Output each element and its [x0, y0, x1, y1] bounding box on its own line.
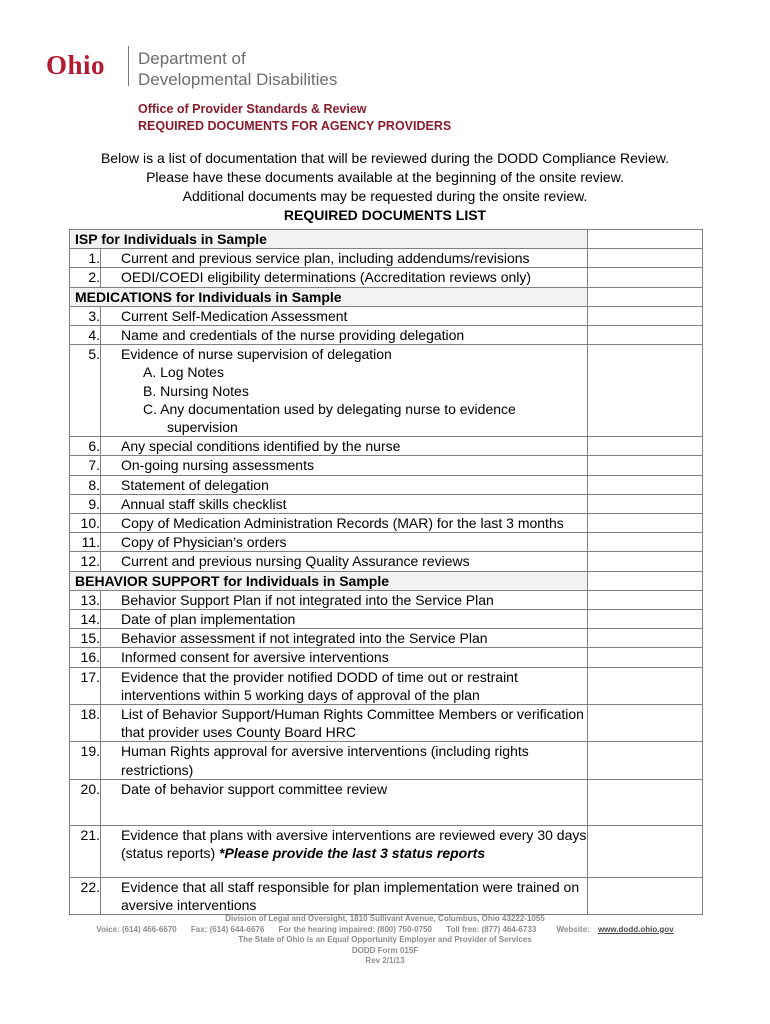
item-text: Copy of Physician’s orders: [101, 533, 588, 552]
item-text-main: Evidence that plans with aversive interventions are reviewed every 30 days (status reports): [121, 826, 587, 862]
checkbox-cell[interactable]: [588, 779, 703, 825]
section-medications: MEDICATIONS for Individuals in Sample: [70, 287, 588, 306]
table-row: [70, 742, 703, 779]
logo-divider: [128, 46, 129, 86]
item-number: 22.: [80, 878, 100, 895]
table-row: [70, 456, 703, 475]
footer-rev: Rev 2/1/13: [365, 956, 405, 965]
checkbox-cell[interactable]: [588, 667, 703, 704]
section-row: [70, 571, 703, 590]
intro-line-1: Below is a list of documentation that will be reviewed during the DODD Compliance Review.: [100, 150, 670, 166]
intro-line-2: Please have these documents available at the beginning of the onsite review.: [146, 169, 624, 185]
item-text: List of Behavior Support/Human Rights Committee Members or verification that provider uses County Board HRC: [101, 705, 588, 742]
checkbox-cell[interactable]: [588, 306, 703, 325]
item-text: Evidence that the provider notified DODD of time out or restraint interventions within 5 working days of approval of the plan: [101, 667, 588, 704]
checkbox-cell[interactable]: [588, 437, 703, 456]
checkbox-cell[interactable]: [588, 345, 703, 437]
item-number: 17.: [80, 668, 100, 685]
table-row: [70, 590, 703, 609]
table-row: [70, 648, 703, 667]
table-row: [70, 667, 703, 704]
item-text: Informed consent for aversive interventions: [101, 648, 588, 667]
item-number: 2.: [88, 269, 100, 286]
sub-item-letter: A.: [143, 364, 157, 381]
item-number: 1.: [88, 250, 100, 267]
item-number: 9.: [88, 495, 100, 512]
item-text: Behavior Support Plan if not integrated into the Service Plan: [101, 590, 588, 609]
sub-item-continuation: supervision: [167, 419, 238, 436]
sub-item: [121, 382, 587, 400]
office-heading: [138, 101, 451, 135]
item-text: Date of plan implementation: [101, 610, 588, 629]
checkbox-cell[interactable]: [588, 326, 703, 345]
department-line-2: Developmental Disabilities: [138, 70, 338, 89]
checkbox-cell[interactable]: [588, 705, 703, 742]
item-text-main: Evidence of nurse supervision of delegation: [121, 346, 392, 363]
footer-website: [551, 925, 674, 934]
table-row: [70, 475, 703, 494]
sub-item: [121, 363, 587, 381]
sub-item-text: Nursing Notes: [160, 382, 249, 399]
item-text: Human Rights approval for aversive interventions (including rights restrictions): [101, 742, 588, 779]
checkbox-cell[interactable]: [588, 268, 703, 287]
table-row: [70, 552, 703, 571]
item-number: 13.: [80, 591, 100, 608]
item-text: Current and previous service plan, including addendums/revisions: [101, 249, 588, 268]
item-text: Evidence that all staff responsible for plan implementation were trained on aversive interventions: [101, 877, 588, 914]
table-row: [70, 629, 703, 648]
checkbox-cell[interactable]: [588, 456, 703, 475]
item-text: Any special conditions identified by the nurse: [101, 437, 588, 456]
item-text: Current and previous nursing Quality Assurance reviews: [101, 552, 588, 571]
checkbox-cell[interactable]: [588, 287, 703, 306]
item-number: 10.: [80, 515, 100, 532]
footer-hearing: For the hearing impaired: (800) 750-0750: [278, 924, 432, 934]
footer-fax: Fax: (614) 644-6676: [190, 924, 265, 934]
item-text: [101, 345, 588, 437]
checkbox-cell[interactable]: [588, 552, 703, 571]
section-row: [70, 230, 703, 249]
checkbox-cell[interactable]: [588, 648, 703, 667]
item-number: 7.: [88, 457, 100, 474]
table-row: [70, 705, 703, 742]
table-row: [70, 610, 703, 629]
item-number: 16.: [80, 649, 100, 666]
item-number: 3.: [88, 307, 100, 324]
item-number: 21.: [80, 826, 100, 843]
checkbox-cell[interactable]: [588, 475, 703, 494]
item-number: 12.: [80, 553, 100, 570]
checkbox-cell[interactable]: [588, 825, 703, 877]
item-text: OEDI/COEDI eligibility determinations (Accreditation reviews only): [101, 268, 588, 287]
checkbox-cell[interactable]: [588, 533, 703, 552]
item-number: 14.: [80, 611, 100, 628]
sub-item-letter: C.: [143, 400, 157, 417]
item-number: 8.: [88, 476, 100, 493]
website-link[interactable]: www.dodd.ohio.gov: [597, 924, 674, 934]
ohio-wordmark: Ohio: [46, 50, 106, 80]
item-text: Behavior assessment if not integrated into the Service Plan: [101, 629, 588, 648]
department-name: [138, 48, 337, 90]
table-row: [70, 345, 703, 437]
checkbox-cell[interactable]: [588, 629, 703, 648]
checkbox-cell[interactable]: [588, 494, 703, 513]
item-number: 15.: [80, 630, 100, 647]
table-row: [70, 249, 703, 268]
item-number: 19.: [80, 743, 100, 760]
section-behavior-support: BEHAVIOR SUPPORT for Individuals in Sample: [70, 571, 588, 590]
table-row: [70, 877, 703, 914]
item-number: 18.: [80, 706, 100, 723]
table-row: [70, 494, 703, 513]
footer-website-label: Website:: [556, 924, 590, 934]
item-text: Copy of Medication Administration Records (MAR) for the last 3 months: [101, 514, 588, 533]
table-row: [70, 514, 703, 533]
footer-contacts: [0, 925, 770, 936]
table-row: [70, 437, 703, 456]
page-footer: [0, 914, 770, 967]
checkbox-cell[interactable]: [588, 230, 703, 249]
item-text: Current Self-Medication Assessment: [101, 306, 588, 325]
checkbox-cell[interactable]: [588, 610, 703, 629]
checkbox-cell[interactable]: [588, 514, 703, 533]
sub-item-letter: B.: [143, 382, 157, 399]
section-isp: ISP for Individuals in Sample: [70, 230, 588, 249]
footer-address: Division of Legal and Oversight, 1810 Sullivant Avenue, Columbus, Ohio 43222-1055: [225, 914, 545, 923]
document-title: REQUIRED DOCUMENTS FOR AGENCY PROVIDERS: [138, 119, 452, 133]
table-row: [70, 306, 703, 325]
intro-line-3: Additional documents may be requested during the onsite review.: [182, 188, 588, 204]
item-number: 4.: [88, 327, 100, 344]
table-row: [70, 825, 703, 877]
item-text: Statement of delegation: [101, 475, 588, 494]
item-text: Annual staff skills checklist: [101, 494, 588, 513]
table-row: [70, 779, 703, 825]
required-documents-table: [69, 229, 703, 915]
item-number: 20.: [80, 780, 100, 797]
checkbox-cell[interactable]: [588, 742, 703, 779]
section-row: [70, 287, 703, 306]
status-report-note: *Please provide the last 3 status reports: [219, 845, 486, 862]
checkbox-cell[interactable]: [588, 590, 703, 609]
sub-item-text: Any documentation used by delegating nurse to evidence: [160, 400, 516, 417]
checkbox-cell[interactable]: [588, 249, 703, 268]
item-text: Date of behavior support committee review: [101, 779, 588, 825]
item-text: Name and credentials of the nurse providing delegation: [101, 326, 588, 345]
item-text: [101, 825, 588, 877]
table-row: [70, 326, 703, 345]
sub-item: [121, 400, 587, 418]
footer-tollfree: Toll free: (877) 464-6733: [446, 924, 537, 934]
item-number: 11.: [81, 534, 100, 551]
item-number: 6.: [88, 438, 100, 455]
office-name: Office of Provider Standards & Review: [138, 102, 367, 116]
list-heading: REQUIRED DOCUMENTS LIST: [283, 207, 487, 223]
table-row: [70, 268, 703, 287]
checkbox-cell[interactable]: [588, 877, 703, 914]
footer-form: DODD Form 015F: [351, 945, 419, 955]
intro-text: [0, 149, 770, 225]
item-text: On-going nursing assessments: [101, 456, 588, 475]
table-row: [70, 533, 703, 552]
footer-eoe: The State of Ohio is an Equal Opportunity Employer and Provider of Services: [238, 935, 532, 944]
sub-item-text: Log Notes: [160, 364, 224, 381]
item-number: 5.: [88, 346, 100, 363]
department-line-1: Department of: [138, 49, 246, 68]
footer-voice: Voice: (614) 466-6670: [96, 924, 177, 934]
checkbox-cell[interactable]: [588, 571, 703, 590]
